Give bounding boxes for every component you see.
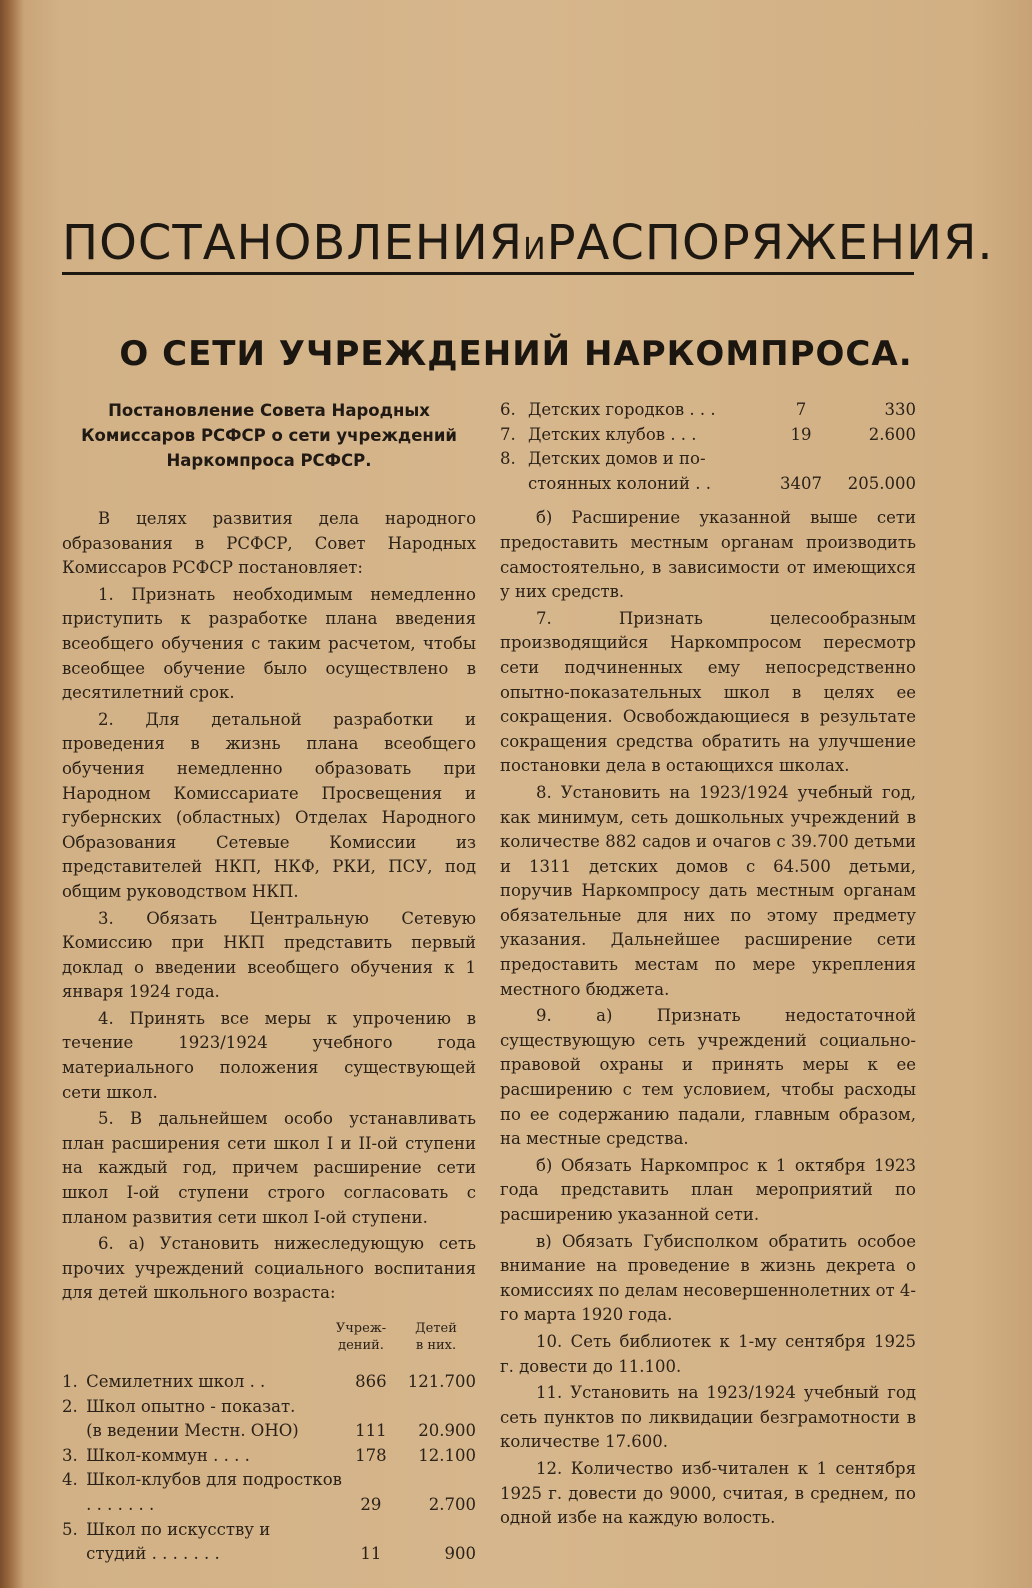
paragraph: 2. Для детальной разработки и проведения в жизнь плана всеобщего обучения немедленно образовать при Народном Комиссариате Просвещения и губернских (областных) Отделах Народного Образования Сетевые Комиссии из представителей НКП, НКФ, РКИ, ПСУ, под общим руководством НКП. [62,709,476,901]
row-name: Детских клубов . . . [528,424,697,444]
table-row [62,1419,476,1444]
paragraph: 12. Количество изб-читален к 1 сентября 1925 г. довести до 9000, считая, в среднем, по одной избе на каждую волость. [500,1458,916,1528]
row-children: 12.100 [418,1445,476,1465]
institutions-table-left [62,1370,476,1567]
row-number [62,1542,86,1567]
row-children: 2.600 [868,424,916,444]
row-institutions: 7 [795,400,807,419]
section-masthead [62,215,994,275]
left-column [62,398,476,1567]
paragraph: 8. Установить на 1923/1924 учебный год, как минимум, сеть дошкольных учреждений в количестве 882 садов и очагов с 39.700 детьми и 1311 детских домов с 64.500 детьми, поручив Наркомпросу дать местным органам обязательные для них по этому предмету указания. Дальнейшее расширение сети предоставить местам по мере укрепления местного бюджета. [500,782,916,999]
row-institutions: 11 [360,1544,382,1564]
table-row [62,1370,476,1395]
row-children: 900 [444,1544,476,1564]
row-name: Семилетних школ . . [86,1372,266,1391]
table-row [62,1493,476,1518]
paragraph: б) Обязать Наркомпрос к 1 октября 1923 года представить план мероприятий по расширению указанной сети. [500,1155,916,1224]
row-name: студий . . . . . . . [86,1544,220,1564]
paragraph: 4. Принять все меры к упрочению в течение 1923/1924 учебного года материального положения существующей сети школ. [62,1008,476,1102]
row-number: 7. [500,424,516,444]
paragraph: 9. а) Признать недостаточной существующую сеть учреждений социально-правовой охраны и принять меры к ее расширению с тем условием, чтобы расходы по ее содержанию падали, главным образом, на местные средства. [500,1006,916,1149]
column-header-children: Детей в них. [415,1321,457,1353]
row-number: 8. [500,449,516,469]
row-number: 5. [62,1519,78,1539]
row-name: Школ по искусству и [86,1519,271,1539]
row-number: 4. [62,1470,78,1490]
row-name: Школ-коммун . . . . [86,1445,250,1465]
row-number: 1. [62,1372,78,1391]
paragraph: 1. Признать необходимым немедленно приступить к разработке плана введения всеобщего обучения с таким расчетом, чтобы всеобщее обучение было осуществлено в десятилетний срок. [62,584,476,703]
row-name: Детских домов и по- [528,449,706,469]
row-children [400,1518,476,1543]
table-row [500,447,916,472]
row-children [400,1395,476,1420]
row-children [836,447,916,472]
row-number: 6. [500,400,516,419]
row-name: стоянных колоний . . [528,473,712,493]
decree-title: Постановление Совета Народных Комиссаров РСФСР о сети учреждений Наркомпроса РСФСР. [81,401,457,470]
table-header [62,1320,476,1354]
column-header-institutions: Учреж- дений. [335,1321,387,1353]
row-name: Детских городков . . . [528,400,716,419]
row-children: 2.700 [428,1494,476,1514]
paragraph: 11. Установить на 1923/1924 учебный год сеть пунктов по ликвидации безграмотности в количестве 17.600. [500,1383,916,1452]
paragraph: в) Обязать Губисполком обратить особое внимание на проведение в жизнь декрета о комиссиях по делам несовершеннолетних от 4-го марта 1920 года. [500,1231,916,1325]
article-headline: О СЕТИ УЧРЕЖДЕНИЙ НАРКОМПРОСА. [119,334,913,374]
row-children: 330 [884,400,916,419]
row-name: Школ опытно - показат. [86,1396,296,1416]
row-children: 20.900 [418,1421,476,1441]
paragraph: 6. а) Установить нижеследующую сеть прочих учреждений социального воспитания для детей школьного возраста: [62,1234,476,1303]
table-row [62,1444,476,1469]
row-institutions [342,1395,400,1420]
right-column [500,398,916,1533]
row-institutions: 178 [355,1445,387,1465]
row-institutions [766,447,836,472]
row-number: 3. [62,1445,78,1465]
masthead-conjunction: И [523,232,547,267]
table-row [500,398,916,423]
institutions-table-right [500,398,916,496]
paragraph: б) Расширение указанной выше сети предоставить местным органам производить самостоятельно, в зависимости от имеющихся у них средств. [500,508,916,602]
table-row [62,1518,476,1543]
row-institutions: 3407 [780,473,822,493]
row-name: Школ-клубов для подростков [86,1470,342,1490]
row-children: 121.700 [407,1372,476,1391]
row-name: . . . . . . . [86,1494,155,1514]
row-name: (в ведении Местн. ОНО) [86,1421,299,1441]
masthead-part1: ПОСТАНОВЛЕНИЯ [62,215,524,271]
row-institutions: 111 [355,1421,387,1441]
row-number [62,1419,86,1444]
paragraph: 5. В дальнейшем особо устанавливать план расширения сети школ I и II-ой ступени на каждый год, причем расширение сети школ I-ой ступени строго согласовать с планом развития сети школ I-ой ступени. [62,1109,476,1227]
row-number [62,1493,86,1518]
table-row [62,1468,476,1493]
row-institutions: 29 [360,1494,382,1514]
row-number: 2. [62,1396,78,1416]
row-children: 205.000 [847,473,916,493]
paragraph: В целях развития дела народного образования в РСФСР, Совет Народных Комиссаров РСФСР постановляет: [62,509,476,578]
paragraph: 10. Сеть библиотек к 1-му сентября 1925 г. довести до 11.100. [500,1331,916,1376]
row-institutions: 19 [790,424,812,444]
paragraph: 7. Признать целесообразным производящийся Наркомпросом пересмотр сети подчиненных ему непосредственно опытно-показательных школ в целях ее сокращения. Освобождающиеся в результате сокращения средства обратить на улучшение постановки дела в остающихся школах. [500,608,916,776]
table-row [500,472,916,497]
masthead-underline [62,272,914,275]
table-row [62,1395,476,1420]
table-row [500,423,916,448]
row-number [500,472,528,497]
paragraph: 3. Обязать Центральную Сетевую Комиссию при НКП представить первый доклад о введении всеобщего обучения к 1 января 1924 года. [62,908,476,1002]
row-children [400,1468,476,1493]
row-institutions [342,1518,400,1543]
row-institutions: 866 [355,1372,387,1391]
masthead-part2: РАСПОРЯЖЕНИЯ. [546,215,994,271]
table-row [62,1542,476,1567]
row-institutions [342,1468,400,1493]
